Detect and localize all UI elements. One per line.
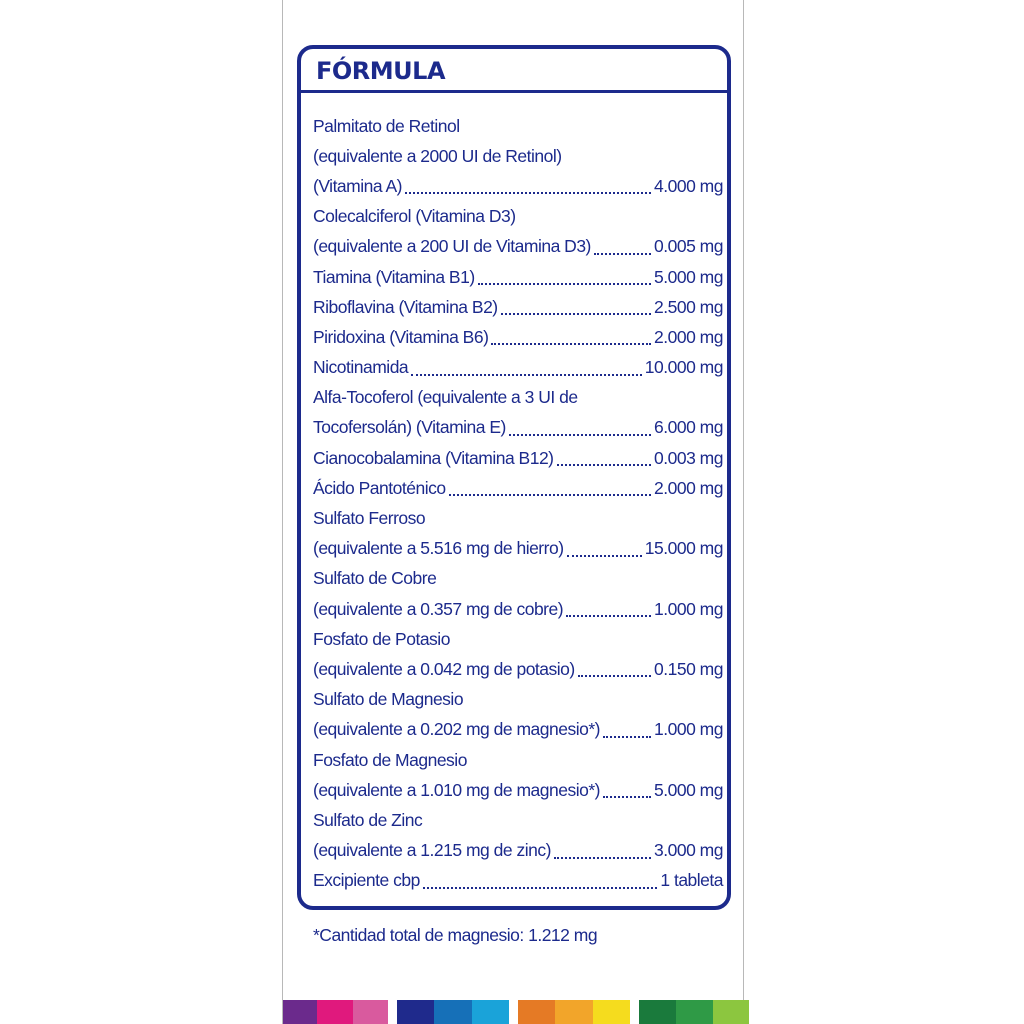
ingredient-row [313,322,723,352]
ingredient-name: (equivalente a 200 UI de Vitamina D3) [313,236,591,257]
ingredient-row [313,202,723,232]
ingredient-name: (equivalente a 5.516 mg de hierro) [313,538,564,559]
leader-dots [603,782,651,798]
stripe-swatch [434,1000,472,1024]
leader-dots [501,299,651,315]
ingredient-name: Piridoxina (Vitamina B6) [313,326,489,347]
ingredient-amount: 1 tableta [660,870,723,891]
formula-title: FÓRMULA [316,57,446,85]
ingredient-row [313,534,723,564]
ingredient-list [313,111,723,896]
ingredient-name: Colecalciferol (Vitamina D3) [313,206,516,227]
leader-dots [411,360,642,376]
ingredient-name: Tiamina (Vitamina B1) [313,266,475,287]
ingredient-amount: 0.005 mg [654,236,723,257]
ingredient-row [313,624,723,654]
ingredient-amount: 6.000 mg [654,417,723,438]
ingredient-amount: 2.000 mg [654,477,723,498]
ingredient-row [313,866,723,896]
leader-dots [405,178,651,194]
ingredient-name: Sulfato de Zinc [313,809,423,830]
ingredient-row [313,141,723,171]
ingredient-row [313,685,723,715]
ingredient-name: (Vitamina A) [313,175,402,196]
ingredient-name: (equivalente a 2000 UI de Retinol) [313,145,562,166]
ingredient-name: Sulfato Ferroso [313,508,426,529]
stripe-swatch [283,1000,317,1024]
formula-title-bar [301,49,727,93]
leader-dots [509,420,651,436]
stripe-swatch [639,1000,676,1024]
ingredient-name: Palmitato de Retinol [313,115,460,136]
ingredient-name: (equivalente a 0.042 mg de potasio) [313,658,575,679]
stripe-swatch [518,1000,555,1024]
leader-dots [554,843,651,859]
ingredient-amount: 1.000 mg [654,719,723,740]
ingredient-row [313,111,723,141]
stripe-swatch [397,1000,434,1024]
stripe-swatch [472,1000,509,1024]
color-stripe [283,1000,743,1024]
formula-box [297,45,731,910]
ingredient-name: Cianocobalamina (Vitamina B12) [313,447,554,468]
stripe-swatch [676,1000,713,1024]
stripe-swatch [555,1000,593,1024]
ingredient-row [313,232,723,262]
ingredient-name: Tocofersolán) (Vitamina E) [313,417,506,438]
ingredient-row [313,775,723,805]
leader-dots [557,450,652,466]
leader-dots [567,541,642,557]
leader-dots [478,269,651,285]
leader-dots [603,722,651,738]
leader-dots [449,480,651,496]
ingredient-row [313,413,723,443]
ingredient-name: (equivalente a 0.202 mg de magnesio*) [313,719,600,740]
ingredient-row [313,594,723,624]
leader-dots [594,239,651,255]
stripe-swatch [388,1000,397,1024]
ingredient-name: (equivalente a 0.357 mg de cobre) [313,598,564,619]
ingredient-row [313,383,723,413]
ingredient-row [313,473,723,503]
ingredient-row [313,443,723,473]
ingredient-amount: 3.000 mg [654,840,723,861]
ingredient-row [313,715,723,745]
stripe-swatch [713,1000,749,1024]
ingredient-amount: 5.000 mg [654,779,723,800]
magnesium-footnote: *Cantidad total de magnesio: 1.212 mg [313,925,598,945]
ingredient-amount: 2.000 mg [654,326,723,347]
leader-dots [491,329,651,345]
ingredient-name: Riboflavina (Vitamina B2) [313,296,498,317]
ingredient-row [313,564,723,594]
ingredient-amount: 5.000 mg [654,266,723,287]
ingredient-row [313,292,723,322]
ingredient-amount: 10.000 mg [644,357,723,378]
ingredient-name: (equivalente a 1.010 mg de magnesio*) [313,779,600,800]
ingredient-row [313,745,723,775]
ingredient-name: Sulfato de Magnesio [313,689,464,710]
ingredient-amount: 0.150 mg [654,658,723,679]
ingredient-name: Fosfato de Magnesio [313,749,467,770]
stripe-swatch [317,1000,353,1024]
ingredient-row [313,805,723,835]
ingredient-name: Nicotinamida [313,357,409,378]
ingredient-name: Fosfato de Potasio [313,628,450,649]
stripe-swatch [630,1000,639,1024]
ingredient-amount: 1.000 mg [654,598,723,619]
ingredient-row [313,503,723,533]
stripe-swatch [593,1000,630,1024]
ingredient-name: Alfa-Tocoferol (equivalente a 3 UI de [313,387,578,408]
ingredient-name: Sulfato de Cobre [313,568,437,589]
ingredient-row [313,171,723,201]
leader-dots [566,601,651,617]
stripe-swatch [509,1000,518,1024]
ingredient-amount: 4.000 mg [654,175,723,196]
ingredient-row [313,654,723,684]
ingredient-row [313,836,723,866]
label-panel [282,0,744,1024]
stripe-swatch [353,1000,388,1024]
leader-dots [423,873,658,889]
ingredient-name: (equivalente a 1.215 mg de zinc) [313,840,551,861]
leader-dots [578,661,651,677]
ingredient-amount: 2.500 mg [654,296,723,317]
ingredient-amount: 0.003 mg [654,447,723,468]
ingredient-row [313,353,723,383]
ingredient-amount: 15.000 mg [644,538,723,559]
ingredient-row [313,262,723,292]
ingredient-name: Ácido Pantoténico [313,477,446,498]
ingredient-name: Excipiente cbp [313,870,420,891]
